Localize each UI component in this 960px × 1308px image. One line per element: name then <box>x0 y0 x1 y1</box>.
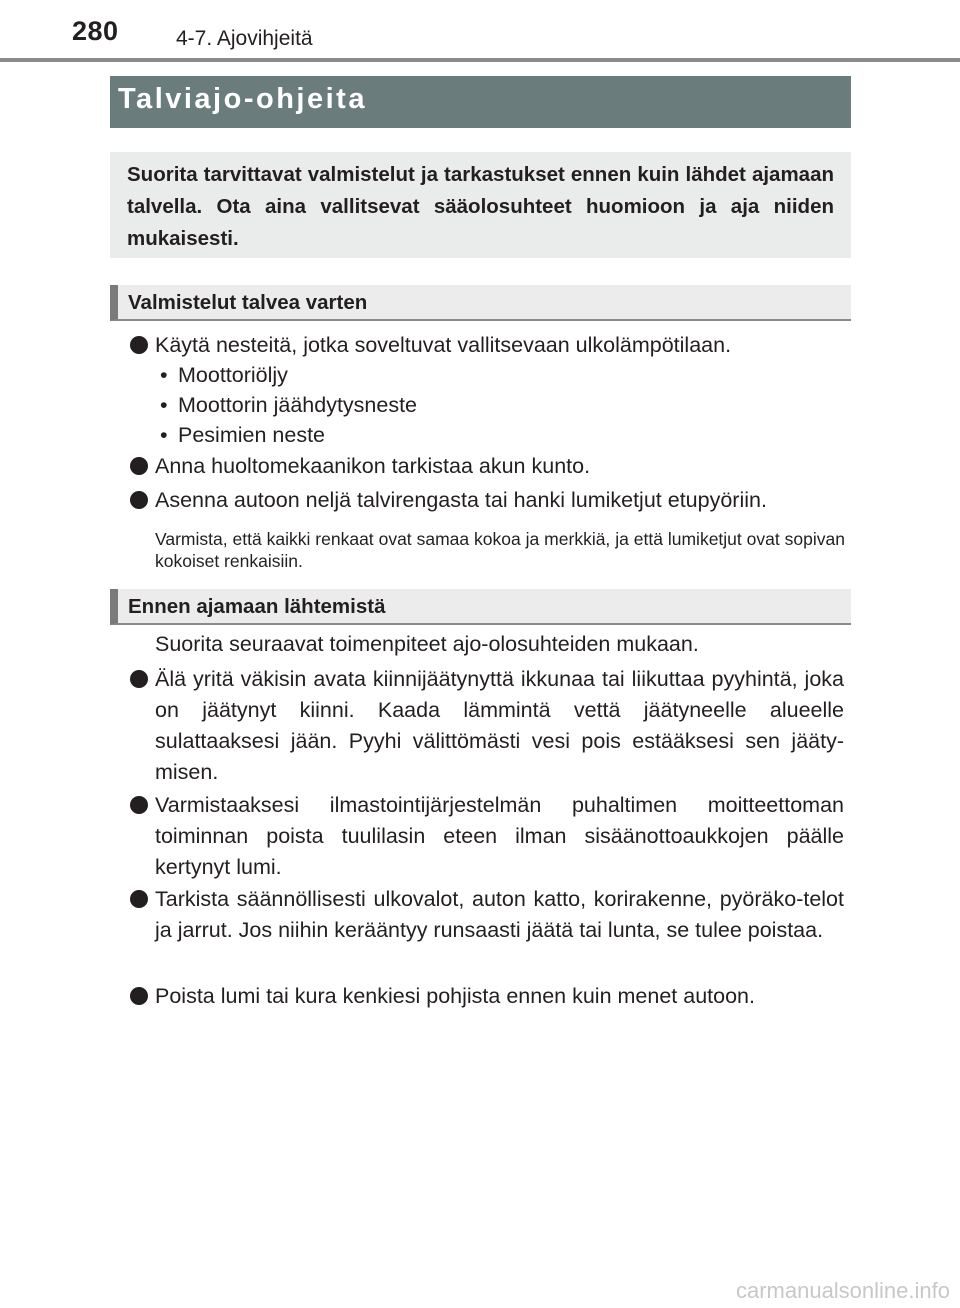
bullet-tires <box>130 485 844 516</box>
bullet-battery <box>130 451 844 482</box>
header-divider <box>0 58 960 62</box>
subheading-winter-preparations: Valmistelut talvea varten <box>110 285 851 321</box>
bullet-dot-icon <box>130 796 148 814</box>
sub-item-text: Pesimien neste <box>178 423 325 447</box>
bullet-shoes <box>130 981 844 1012</box>
watermark: carmanualsonline.info <box>735 1278 950 1303</box>
bullet-text: Anna huoltomekaanikon tarkistaa akun kunto. <box>155 454 591 478</box>
bullet-text: Asenna autoon neljä talvirengasta tai hanki lumiketjut etupyöriin. <box>155 488 767 512</box>
chapter-label: 4-7. Ajovihjeitä <box>176 27 313 50</box>
sub-item-engine-oil <box>160 360 288 390</box>
bullet-text: Käytä nesteitä, jotka soveltuvat vallitsevaan ulkolämpötilaan. <box>155 333 732 357</box>
small-bullet-icon: • <box>160 363 168 387</box>
section-intro-text: Suorita seuraavat toimenpiteet ajo-olosuhteiden mukaan. <box>155 632 699 656</box>
sub-item-text: Moottoriöljy <box>178 363 288 387</box>
bullet-dot-icon <box>130 336 148 354</box>
bullet-fluids <box>130 330 844 361</box>
subheading-before-driving: Ennen ajamaan lähtemistä <box>110 589 851 625</box>
bullet-dot-icon <box>130 491 148 509</box>
page-title: Talviajo-ohjeita <box>110 76 851 128</box>
note-tires: Varmista, että kaikki renkaat ovat samaa kokoa ja merkkiä, ja että lumiketjut ovat sopivan kokoiset renkaisiin. <box>155 529 845 571</box>
sub-item-text: Moottorin jäähdytysneste <box>178 393 418 417</box>
sub-item-washer-fluid <box>160 420 325 450</box>
bullet-text: Älä yritä väkisin avata kiinnijäätynyttä ikkunaa tai liikuttaa pyyhintä, joka on jäätynyt kiinni. Kaada lämmintä vettä jäätyneelle alueelle sulattaaksesi jään. Pyyhi välittömästi vesi pois estääksesi sen jääty-misen. <box>155 667 844 784</box>
bullet-check-exterior <box>130 884 844 946</box>
bullet-text: Poista lumi tai kura kenkiesi pohjista ennen kuin menet autoon. <box>155 984 755 1008</box>
small-bullet-icon: • <box>160 393 168 417</box>
bullet-dot-icon <box>130 457 148 475</box>
bullet-dot-icon <box>130 890 148 908</box>
page-number: 280 <box>72 16 119 46</box>
intro-box: Suorita tarvittavat valmistelut ja tarkastukset ennen kuin lähdet ajamaan talvella. Ota aina vallitsevat sääolosuhteet huomioon ja aja niiden mukaisesti. <box>110 152 851 258</box>
bullet-frozen-window <box>130 664 844 788</box>
sub-item-coolant <box>160 390 417 420</box>
bullet-text: Varmistaaksesi ilmastointijärjestelmän puhaltimen moitteettoman toiminnan poista tuulilasin eteen ilman sisäänottoaukkojen päälle kertynyt lumi. <box>155 793 844 879</box>
bullet-dot-icon <box>130 670 148 688</box>
small-bullet-icon: • <box>160 423 168 447</box>
bullet-dot-icon <box>130 987 148 1005</box>
bullet-text: Tarkista säännöllisesti ulkovalot, auton katto, korirakenne, pyöräko-telot ja jarrut. Jos niihin kerääntyy runsaasti jäätä tai lunta, se tulee poistaa. <box>155 887 844 942</box>
bullet-air-intake <box>130 790 844 883</box>
